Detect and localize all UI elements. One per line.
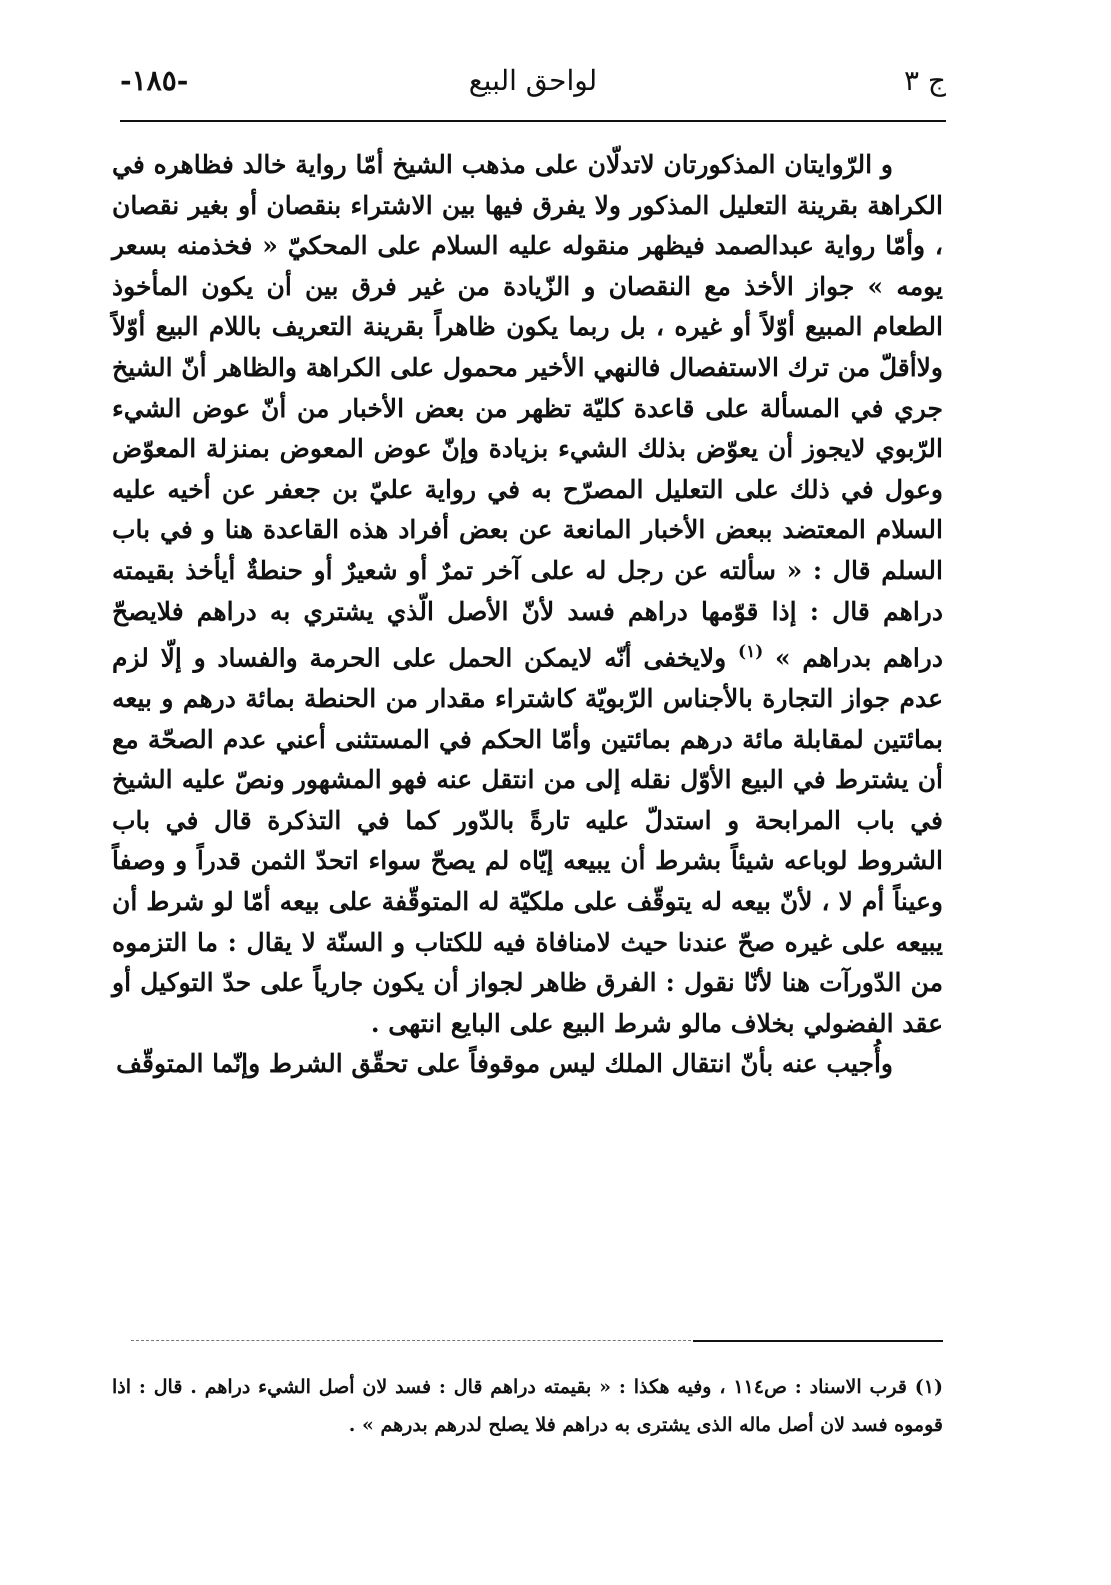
footnote-divider: [693, 1340, 943, 1342]
footnote-reference: (١): [738, 642, 764, 663]
paragraph-text: و الرّوايتان المذكورتان لاتدلّان على مذهب الشيخ أمّا رواية خالد فظاهره في الكراهة بقرينة التعليل المذكور ولا يفرق فيها بين الاشتراء بنقصان أو بغير نقصان ، وأمّا رواية عبدالصمد فيظهر منقوله عليه السلام على المحكيّ « فخذمنه بسعر يومه » جواز الأخذ مع النقصان و الزّيادة من غير فرق بين أن يكون المأخوذ الطعام المبيع أوّلاً أو غيره ، بل ربما يكون ظاهراً بقرينة التعريف باللام البيع أوّلاً ولاأقلّ من ترك الاستفصال فالنهي الأخير محمول على الكراهة والظاهر أنّ الشيخ جري في المسألة على قاعدة كليّة تظهر من بعض الأخبار من أنّ عوض الشيء الرّبوي لايجوز أن يعوّض بذلك الشيء بزيادة وإنّ عوض المعوض بمنزلة المعوّض وعول في ذلك على التعليل المصرّح به في رواية عليّ بن جعفر عن أخيه عليه السلام المعتضد ببعض الأخبار المانعة عن بعض أفراد هذه القاعدة هنا و في باب السلم قال : « سألته عن رجل له على آخر تمرٌ أو شعيرٌ أو حنطةٌ أيأخذ بقيمته دراهم قال : إذا قوّمها دراهم فسد لأنّ الأصل الّذي يشتري به دراهم فلايصحّ دراهم بدراهم »: [112, 150, 943, 673]
body-paragraph: [112, 145, 943, 1044]
footnote: [112, 1368, 943, 1444]
volume-label: ج ٣: [903, 64, 946, 97]
main-text: [112, 145, 943, 1085]
header-divider: [120, 120, 946, 122]
running-title: لواحق البيع: [468, 64, 598, 97]
body-paragraph: [112, 1044, 943, 1085]
footnote-text: (١) قرب الاسناد : ص١١٤ ، وفيه هكذا : « بقيمته دراهم قال : فسد لان أصل الشيء دراهم . قال : اذا قوموه فسد لان أصل ماله الذى يشترى به دراهم فلا يصلح لدرهم بدرهم » .: [112, 1376, 944, 1436]
page-header: [120, 60, 946, 112]
paragraph-text: وأُجيب عنه بأنّ انتقال الملك ليس موقوفاً على تحقّق الشرط وإنّما المتوقّف: [116, 1049, 893, 1079]
footnote-divider-dashed: [131, 1340, 691, 1341]
page-number: -١٨٥-: [120, 64, 189, 97]
paragraph-text-continued: ولايخفى أنّه لايمكن الحمل على الحرمة والفساد و إلّا لزم عدم جواز التجارة بالأجناس الرّبويّة كاشتراء مقدار من الحنطة بمائة درهم و بيعه بمائتين لمقابلة مائة درهم بمائتين وأمّا الحكم في المستثنى أعني عدم الصحّة مع أن يشترط في البيع الأوّل نقله إلى من انتقل عنه فهو المشهور ونصّ عليه الشيخ في باب المرابحة و استدلّ عليه تارةً بالدّور كما في التذكرة قال في باب الشروط لوباعه شيئاً بشرط أن يبيعه إيّاه لم يصحّ سواء اتحدّ الثمن قدراً و وصفاً وعيناً أم لا ، لأنّ بيعه له يتوقّف على ملكيّة له المتوقّفة على بيعه أمّا لو شرط أن يبيعه على غيره صحّ عندنا حيث لامنافاة فيه للكتاب و السنّة لا يقال : ما التزموه من الدّورآت هنا لأنّا نقول : الفرق ظاهر لجواز أن يكون جارياً على حدّ التوكيل أو عقد الفضولي بخلاف مالو شرط البيع على البايع انتهى .: [112, 643, 943, 1038]
